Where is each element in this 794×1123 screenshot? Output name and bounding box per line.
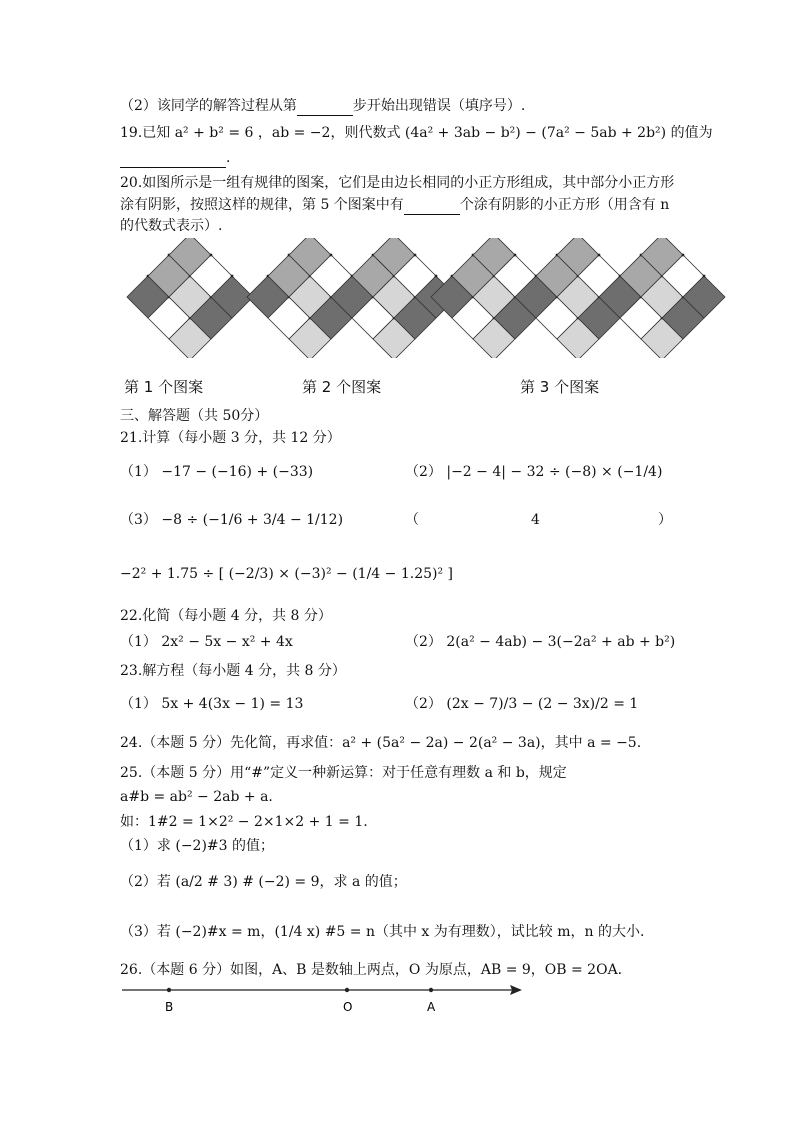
- q21-part4-open: （: [405, 512, 419, 528]
- q25-part2: （2）若 (a/2 # 3) # (−2) = 9，求 a 的值；: [120, 874, 407, 890]
- q25-line3: 如：1#2 = 1×2² − 2×1×2 + 1 = 1.: [120, 814, 368, 830]
- pattern-vertex-dot: [414, 254, 417, 257]
- pattern-vertex-dot: [703, 275, 706, 278]
- caption-pattern-2: 第 2 个图案: [302, 378, 382, 396]
- q25-line1: 25.（本题 5 分）用“#”定义一种新运算：对于任意有理数 a 和 b，规定: [120, 765, 567, 781]
- q23-part2: （2） (2x − 7)/3 − (2 − 3x)/2 = 1: [405, 696, 639, 712]
- pattern-vertex-dot: [682, 254, 685, 257]
- number-line: [0, 978, 794, 1018]
- q23-title: 23.解方程（每小题 4 分，共 8 分）: [120, 663, 346, 679]
- pattern-vertex-dot: [435, 275, 438, 278]
- caption-pattern-3: 第 3 个图案: [520, 378, 600, 396]
- q25-line2: a#b = ab² − 2ab + a.: [120, 789, 273, 805]
- q25-part3: （3）若 (−2)#x = m，(1/4 x) #5 = n（其中 x 为有理数），试比较 m，n 的大小.: [120, 924, 645, 940]
- label-o: O: [343, 1000, 353, 1014]
- point-o: [345, 988, 349, 992]
- pattern-vertex-dot: [210, 254, 213, 257]
- label-b: B: [165, 1000, 174, 1014]
- question-19: 19.已知 a² + b² = 6 ，ab = −2，则代数式 (4a² + 3ab − b²) − (7a² − 5ab + 2b²) 的值为: [120, 125, 713, 141]
- pattern-vertex-dot: [514, 254, 517, 257]
- q18-part2: （2）该同学的解答过程从第 步开始出现错误（填序号）.: [120, 98, 526, 114]
- q19-answer-line: .: [120, 148, 230, 168]
- answer-blank[interactable]: [120, 153, 226, 168]
- q21-title: 21.计算（每小题 3 分，共 12 分）: [120, 430, 341, 446]
- answer-blank[interactable]: [404, 200, 460, 215]
- question-26: 26.（本题 6 分）如图，A、B 是数轴上两点，O 为原点，AB = 9，OB = 2OA.: [120, 962, 623, 978]
- q21-part4-close: ）: [658, 512, 672, 528]
- q20-line1: 20.如图所示是一组有规律的图案，它们是由边长相同的小正方形组成，其中部分小正方形: [120, 175, 675, 191]
- q21-part1: （1） −17 − (−16) + (−33): [120, 464, 314, 480]
- q20-line2: 涂有阴影，按照这样的规律，第 5 个图案中有 个涂有阴影的小正方形（用含有 n: [120, 197, 670, 213]
- pattern-vertex-dot: [330, 254, 333, 257]
- q21-part3: （3） −8 ÷ (−1/6 + 3/4 − 1/12): [120, 512, 344, 528]
- q21-part4-expression: −2² + 1.75 ÷ [ (−2/3) × (−3)² − (1/4 − 1.25)² ]: [120, 566, 453, 582]
- point-b: [167, 988, 171, 992]
- q21-part4-number: 4: [531, 512, 540, 528]
- pattern-1: [127, 238, 253, 358]
- pattern-vertex-dot: [231, 275, 234, 278]
- pattern-2: [247, 238, 457, 358]
- point-a: [429, 988, 433, 992]
- q20-line3: 的代数式表示）.: [120, 218, 223, 234]
- pattern-3: [431, 238, 725, 358]
- pattern-vertex-dot: [598, 254, 601, 257]
- label-a: A: [427, 1000, 436, 1014]
- q22-part2: （2） 2(a² − 4ab) − 3(−2a² + ab + b²): [405, 634, 676, 650]
- q23-part1: （1） 5x + 4(3x − 1) = 13: [120, 696, 304, 712]
- q22-part1: （1） 2x² − 5x − x² + 4x: [120, 634, 293, 650]
- q22-title: 22.化简（每小题 4 分，共 8 分）: [120, 608, 332, 624]
- caption-pattern-1: 第 1 个图案: [124, 378, 204, 396]
- question-24: 24.（本题 5 分）先化简，再求值：a² + (5a² − 2a) − 2(a² − 3a)，其中 a = −5.: [120, 735, 642, 751]
- q21-part2: （2） |−2 − 4| − 32 ÷ (−8) × (−1/4): [405, 464, 663, 480]
- q25-part1: （1）求 (−2)#3 的值；: [120, 838, 275, 854]
- answer-blank[interactable]: [297, 101, 353, 116]
- section-3-heading: 三、解答题（共 50分）: [120, 408, 269, 424]
- pattern-figures: [0, 238, 794, 358]
